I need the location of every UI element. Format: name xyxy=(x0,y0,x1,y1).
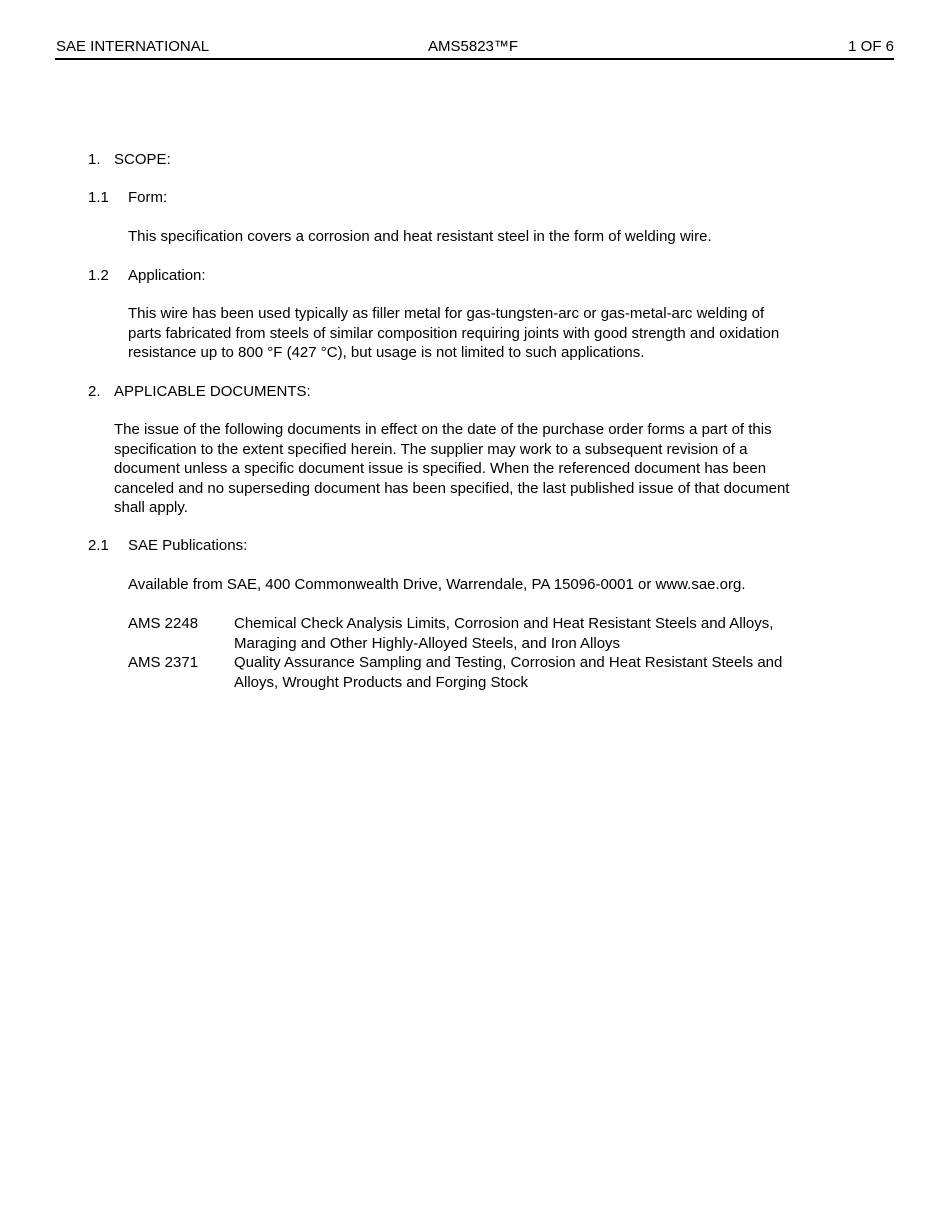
paragraph-line: parts fabricated from steels of similar composition requiring joints with good strength and oxidation xyxy=(128,324,780,342)
paragraph-line: specification to the extent specified herein. The supplier may work to a subsequent revision of a xyxy=(114,440,748,458)
reference-line: Chemical Check Analysis Limits, Corrosion and Heat Resistant Steels and Alloys, xyxy=(234,615,774,632)
section-1-2-body xyxy=(128,304,779,363)
section-2-1-heading xyxy=(88,536,248,556)
reference-title xyxy=(234,614,773,653)
section-1-heading xyxy=(88,150,171,170)
header-page-number: 1 OF 6 xyxy=(848,38,894,55)
section-2-body xyxy=(114,420,789,518)
section-title: SCOPE: xyxy=(114,151,171,168)
paragraph-line: The issue of the following documents in effect on the date of the purchase order forms a part of this xyxy=(114,421,772,438)
header-document-id: AMS5823™F xyxy=(428,38,519,55)
paragraph-line: This wire has been used typically as filler metal for gas-tungsten-arc or gas-metal-arc welding of xyxy=(128,305,765,322)
section-1-1-heading xyxy=(88,188,168,208)
section-1-1-body: This specification covers a corrosion and heat resistant steel in the form of welding wire. xyxy=(128,228,712,245)
paragraph-line: resistance up to 800 °F (427 °C), but usage is not limited to such applications. xyxy=(128,344,645,361)
section-number: 2.1 xyxy=(88,537,109,554)
section-number: 1.2 xyxy=(88,267,109,284)
section-number: 1. xyxy=(88,151,101,168)
reference-line: Alloys, Wrought Products and Forging Stock xyxy=(234,673,529,691)
section-title: Application: xyxy=(128,267,206,284)
reference-code: AMS 2248 xyxy=(128,615,199,632)
section-1-2-heading xyxy=(88,266,206,286)
section-title: Form: xyxy=(128,189,168,206)
section-2-heading xyxy=(88,382,311,402)
page-header xyxy=(55,36,894,60)
paragraph-line: shall apply. xyxy=(114,499,188,516)
section-2-1-body: Available from SAE, 400 Commonwealth Drive, Warrendale, PA 15096-0001 or www.sae.org. xyxy=(128,576,746,593)
section-title: APPLICABLE DOCUMENTS: xyxy=(114,383,311,400)
header-organization: SAE INTERNATIONAL xyxy=(56,38,210,55)
paragraph-line: canceled and no superseding document has been specified, the last published issue of that document xyxy=(114,479,790,497)
reference-line: Maraging and Other Highly-Alloyed Steels, and Iron Alloys xyxy=(234,634,621,652)
section-number: 1.1 xyxy=(88,189,109,206)
reference-line: Quality Assurance Sampling and Testing, Corrosion and Heat Resistant Steels and xyxy=(234,654,783,671)
section-title: SAE Publications: xyxy=(128,537,248,554)
paragraph-line: document unless a specific document issue is specified. When the referenced document has been xyxy=(114,460,767,477)
reference-code: AMS 2371 xyxy=(128,654,199,671)
section-number: 2. xyxy=(88,383,101,400)
reference-title xyxy=(234,653,782,692)
